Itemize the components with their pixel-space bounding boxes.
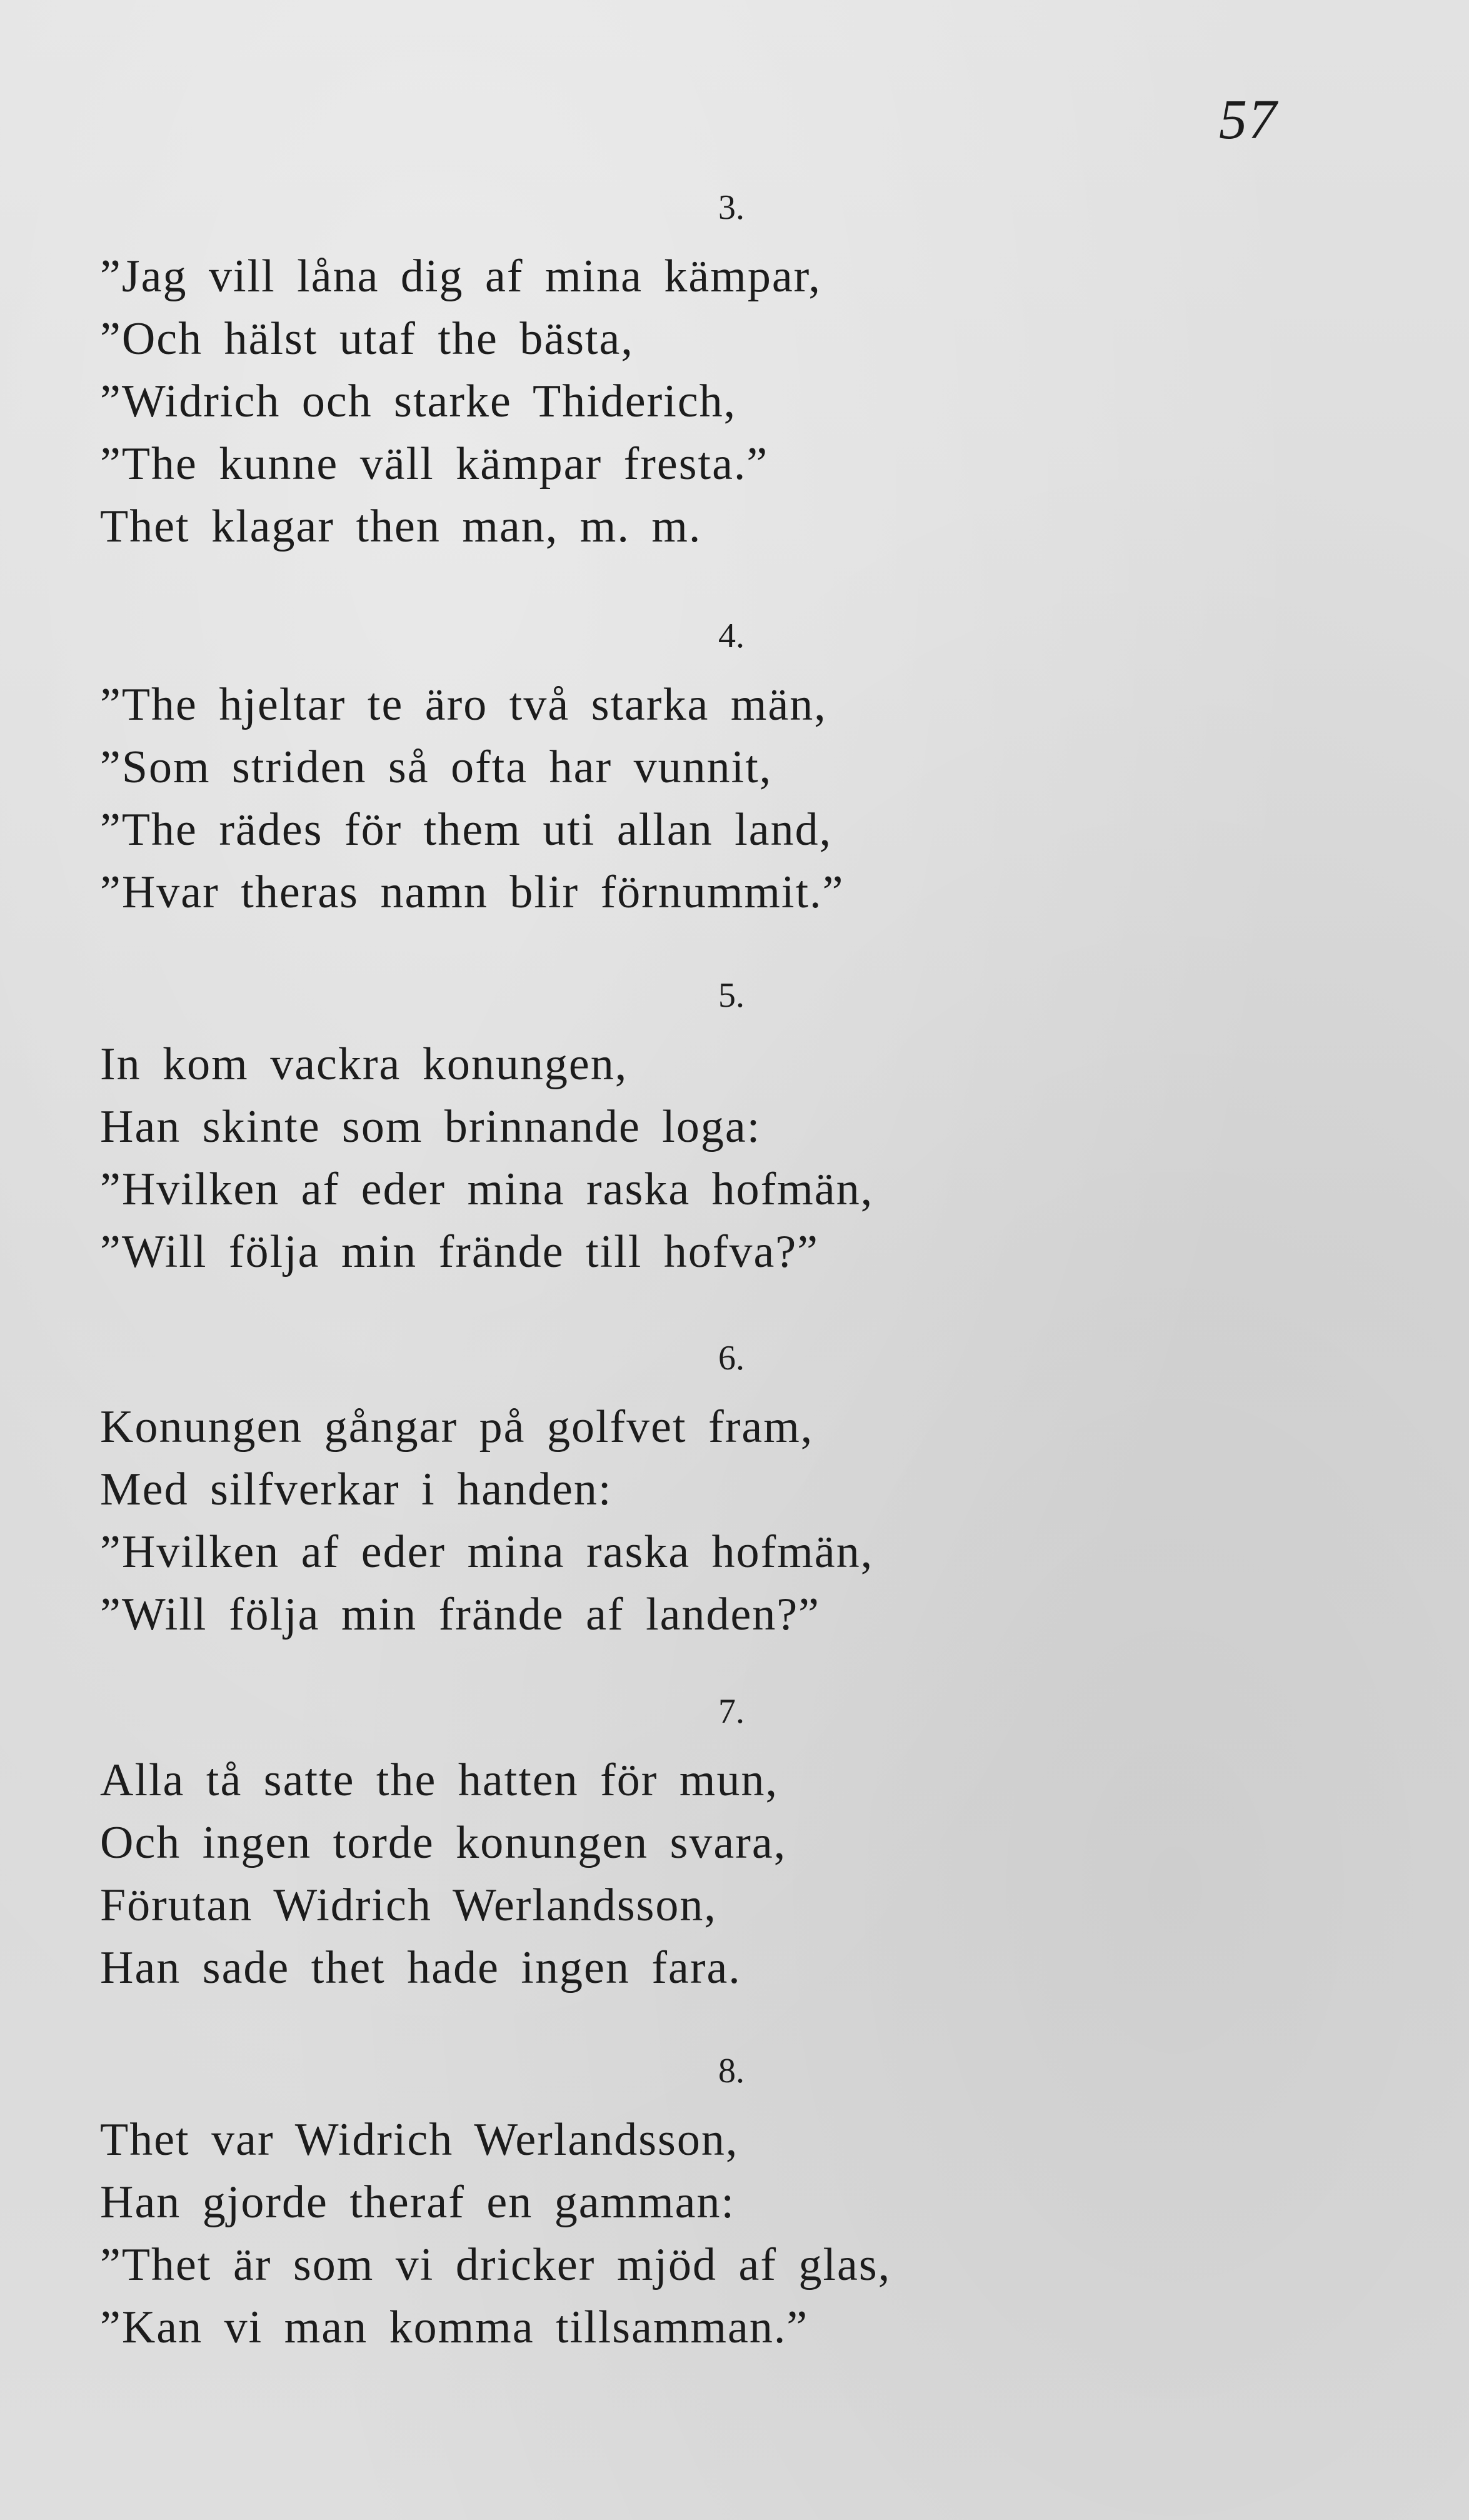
stanza-number: 5. — [718, 976, 745, 1015]
verse-line: ”The hjeltar te äro två starka män, — [100, 679, 827, 730]
verse-line: Förutan Widrich Werlandsson, — [100, 1880, 717, 1931]
stanza-number: 8. — [718, 2052, 745, 2090]
verse-line: Thet klagar then man, m. m. — [100, 501, 702, 552]
verse-line: ”Jag vill låna dig af mina kämpar, — [100, 251, 821, 302]
verse-line: ”Som striden så ofta har vunnit, — [100, 742, 773, 793]
verse-line: ”The kunne väll kämpar fresta.” — [100, 438, 769, 490]
verse-line: Och ingen torde konungen svara, — [100, 1817, 787, 1868]
verse-line: ”Kan vi man komma tillsamman.” — [100, 2302, 809, 2353]
verse-line: ”Will följa min frände af landen?” — [100, 1589, 821, 1640]
verse-line: ”Hvilken af eder mina raska hofmän, — [100, 1164, 874, 1215]
verse-line: ”Thet är som vi dricker mjöd af glas, — [100, 2239, 891, 2291]
verse-line: ”Will följa min frände till hofva?” — [100, 1226, 820, 1278]
verse-line: Han sade thet hade ingen fara. — [100, 1942, 741, 1993]
stanza-number: 3. — [718, 188, 745, 227]
verse-line: ”Och hälst utaf the bästa, — [100, 313, 634, 365]
stanza-number: 4. — [718, 617, 745, 655]
verse-line: Han gjorde theraf en gamman: — [100, 2177, 736, 2228]
verse-line: In kom vackra konungen, — [100, 1039, 628, 1090]
verse-line: Han skinte som brinnande loga: — [100, 1101, 761, 1152]
stanza-number: 7. — [718, 1692, 745, 1731]
verse-line: ”Hvar theras namn blir förnummit.” — [100, 867, 845, 918]
verse-line: ”The rädes för them uti allan land, — [100, 804, 833, 855]
verse-line: ”Hvilken af eder mina raska hofmän, — [100, 1526, 874, 1578]
verse-line: Alla tå satte the hatten för mun, — [100, 1755, 778, 1806]
page-number: 57 — [1219, 89, 1278, 151]
verse-line: Konungen gångar på golfvet fram, — [100, 1401, 814, 1453]
verse-line: Med silfverkar i handen: — [100, 1464, 613, 1515]
verse-line: ”Widrich och starke Thiderich, — [100, 376, 737, 427]
stanza-number: 6. — [718, 1339, 745, 1378]
verse-line: Thet var Widrich Werlandsson, — [100, 2114, 739, 2165]
